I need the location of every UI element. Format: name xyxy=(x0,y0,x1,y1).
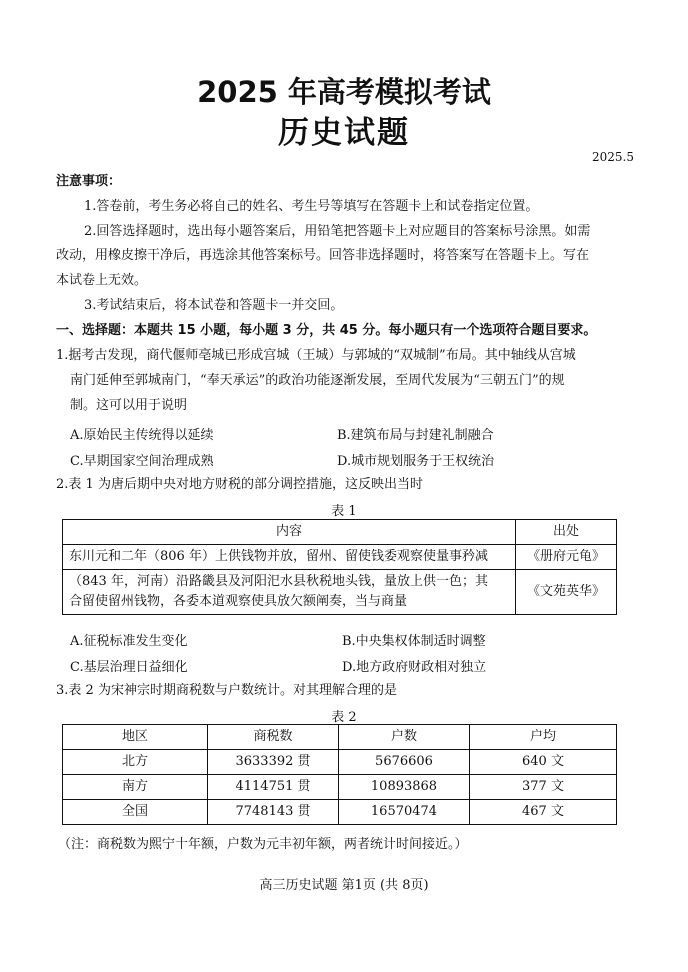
table-cell: 640 文 xyxy=(470,750,617,775)
table-cell: 5676606 xyxy=(339,750,470,775)
table-cell: 北方 xyxy=(63,750,208,775)
table-header-cell: 地区 xyxy=(63,725,208,750)
table-cell: 4114751 贯 xyxy=(208,775,339,800)
option-b[interactable]: B.中央集权体制适时调整 xyxy=(342,634,486,649)
notice-item: 改动，用橡皮擦干净后，再选涂其他答案标号。回答非选择题时，将答案写在答题卡上。写在 xyxy=(56,248,590,263)
table-cell: 3633392 贯 xyxy=(208,750,339,775)
option-b[interactable]: B.建筑布局与封建礼制融合 xyxy=(337,428,494,443)
notice-heading: 注意事项： xyxy=(56,174,122,189)
exam-title: 2025 年高考模拟考试 xyxy=(197,75,491,109)
table-row xyxy=(63,775,617,800)
table-header-cell: 内容 xyxy=(63,520,516,545)
table-cell-line: （843 年，河南）沿路畿县及河阳汜水县秋税地头钱，量放上供一色；其 xyxy=(69,574,488,589)
option-d[interactable]: D.地方政府财政相对独立 xyxy=(342,660,487,675)
option-a[interactable]: A.征税标准发生变化 xyxy=(70,634,188,649)
page-footer: 高三历史试题 第1页 (共 8页) xyxy=(259,878,429,893)
table-header-cell: 商税数 xyxy=(208,725,339,750)
table-cell: 东川元和二年（806 年）上供钱物并放，留州、留使钱委观察使量事矜减 xyxy=(63,545,516,570)
table-header-row xyxy=(63,520,617,545)
table-cell xyxy=(63,570,516,615)
notice-item: 1.答卷前，考生务必将自己的姓名、考生号等填写在答题卡上和试卷指定位置。 xyxy=(84,199,539,214)
table-2-caption: 表 2 xyxy=(331,710,357,725)
option-d[interactable]: D.城市规划服务于王权统治 xyxy=(337,454,495,469)
table-2 xyxy=(62,724,617,825)
table-cell: 16570474 xyxy=(339,800,470,825)
table-note: （注：商税数为熙宁十年额，户数为元丰初年额，两者统计时间接近。） xyxy=(58,837,468,852)
table-row xyxy=(63,750,617,775)
table-1 xyxy=(62,519,617,615)
section-heading: 一、选择题：本题共 15 小题，每小题 3 分，共 45 分。每小题只有一个选项符合题目要求。 xyxy=(56,323,597,338)
table-cell: 全国 xyxy=(63,800,208,825)
notice-item: 2.回答选择题时，选出每小题答案后，用铅笔把答题卡上对应题目的答案标号涂黑。如需 xyxy=(84,224,591,239)
table-header-cell: 户均 xyxy=(470,725,617,750)
question-3-stem: 3.表 2 为宋神宗时期商税数与户数统计。对其理解合理的是 xyxy=(56,683,397,698)
table-header-cell: 户数 xyxy=(339,725,470,750)
table-cell: 7748143 贯 xyxy=(208,800,339,825)
table-cell: 《册府元龟》 xyxy=(516,545,617,570)
notice-item: 3.考试结束后，将本试卷和答题卡一并交回。 xyxy=(84,298,344,313)
table-cell-line: 合留使留州钱物，各委本道观察使具放欠额阐奏，当与商量 xyxy=(69,594,408,609)
table-cell: 377 文 xyxy=(470,775,617,800)
table-1-caption: 表 1 xyxy=(331,504,357,519)
table-header-cell: 出处 xyxy=(516,520,617,545)
table-row xyxy=(63,570,617,615)
table-row xyxy=(63,800,617,825)
question-1-stem: 制。这可以用于说明 xyxy=(70,398,188,413)
table-cell: 南方 xyxy=(63,775,208,800)
table-cell: 10893868 xyxy=(339,775,470,800)
question-2-stem: 2.表 1 为唐后期中央对地方财税的部分调控措施，这反映出当时 xyxy=(56,477,423,492)
table-cell: 467 文 xyxy=(470,800,617,825)
table-header-row xyxy=(63,725,617,750)
table-row xyxy=(63,545,617,570)
question-1-stem: 南门延伸至郭城南门，“奉天承运”的政治功能逐渐发展，至周代发展为“三朝五门”的规 xyxy=(70,373,565,388)
exam-subtitle: 历史试题 xyxy=(278,115,410,151)
question-1-stem: 1.据考古发现，商代偃师亳城已形成宫城（王城）与郭城的“双城制”布局。其中轴线从宫城 xyxy=(56,348,576,363)
option-c[interactable]: C.基层治理日益细化 xyxy=(70,660,188,675)
exam-date: 2025.5 xyxy=(592,150,634,164)
table-cell: 《文苑英华》 xyxy=(516,570,617,615)
option-c[interactable]: C.早期国家空间治理成熟 xyxy=(70,454,214,469)
notice-item: 本试卷上无效。 xyxy=(56,273,148,288)
option-a[interactable]: A.原始民主传统得以延续 xyxy=(70,428,214,443)
